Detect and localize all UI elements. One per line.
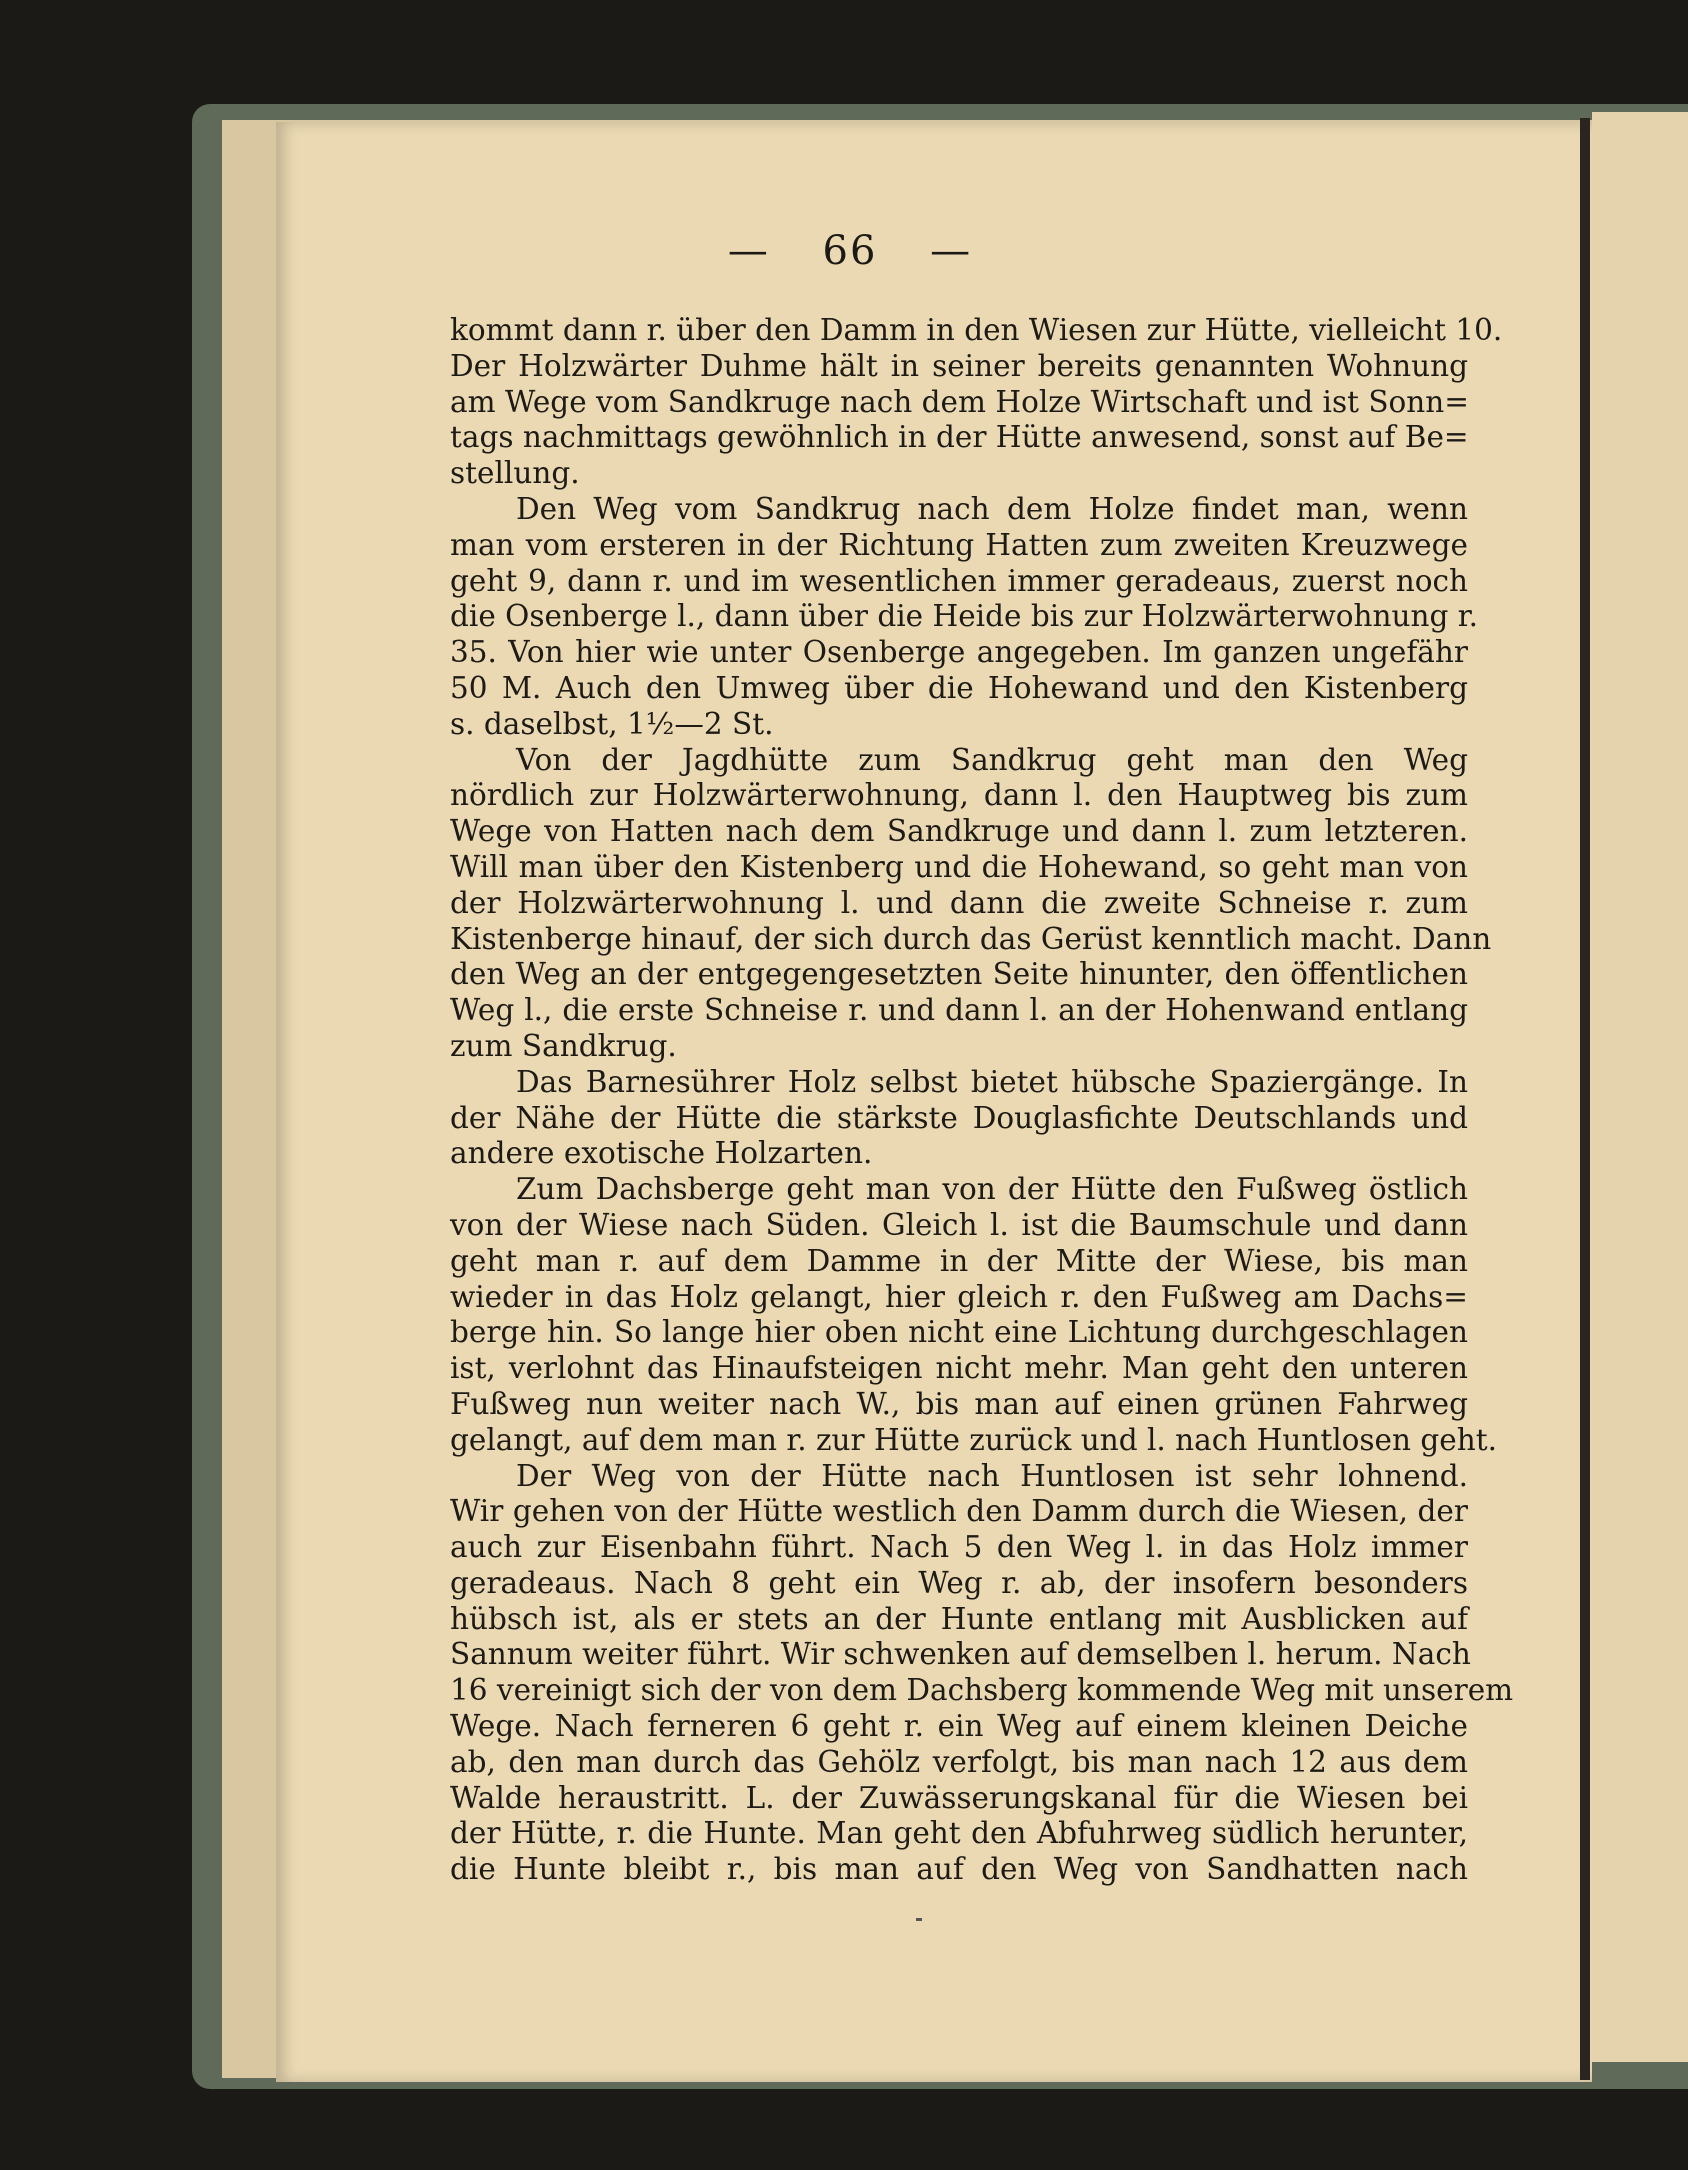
- text-line: am Wege vom Sandkruge nach dem Holze Wirtschaft und ist Sonn=: [450, 384, 1470, 419]
- text-line: Von der Jagdhütte zum Sandkrug geht man den Weg: [516, 742, 1468, 777]
- text-line: die Osenberge l., dann über die Heide bis zur Holzwärterwohnung r.: [450, 599, 1479, 634]
- text-line: Wir gehen von der Hütte westlich den Damm durch die Wiesen, der: [450, 1494, 1468, 1529]
- text-line: Zum Dachsberge geht man von der Hütte den Fußweg östlich: [516, 1172, 1468, 1207]
- text-line: Fußweg nun weiter nach W., bis man auf einen grünen Fahrweg: [450, 1386, 1468, 1421]
- header-dash-right: —: [930, 228, 973, 274]
- text-line: der Holzwärterwohnung l. und dann die zweite Schneise r. zum: [450, 885, 1468, 920]
- text-line: auch zur Eisenbahn führt. Nach 5 den Weg l. in das Holz immer: [450, 1530, 1468, 1565]
- page-number: 66: [822, 228, 878, 274]
- text-line: der Hütte, r. die Hunte. Man geht den Abfuhrweg südlich herunter,: [450, 1816, 1468, 1851]
- text-line: Will man über den Kistenberg und die Hohewand, so geht man von: [450, 849, 1468, 884]
- text-line: zum Sandkrug.: [450, 1028, 677, 1063]
- text-line: hübsch ist, als er stets an der Hunte entlang mit Ausblicken auf: [450, 1601, 1468, 1636]
- text-line: kommt dann r. über den Damm in den Wiesen zur Hütte, vielleicht 10.: [450, 313, 1503, 347]
- page-header: [450, 228, 1250, 278]
- body-text: [450, 313, 1514, 1888]
- text-line: 16 vereinigt sich der von dem Dachsberg kommende Weg mit unserem: [450, 1673, 1514, 1708]
- text-line: Der Weg von der Hütte nach Huntlosen ist sehr lohnend.: [516, 1458, 1468, 1493]
- header-dash-left: —: [727, 228, 770, 274]
- text-line: 50 M. Auch den Umweg über die Hohewand und den Kistenberg: [450, 670, 1468, 705]
- text-line: Sannum weiter führt. Wir schwenken auf demselben l. herum. Nach: [450, 1637, 1471, 1672]
- text-line: ab, den man durch das Gehölz verfolgt, bis man nach 12 aus dem: [450, 1744, 1468, 1779]
- text-line: geht man r. auf dem Damme in der Mitte der Wiese, bis man: [450, 1243, 1468, 1278]
- text-line: geradeaus. Nach 8 geht ein Weg r. ab, der insofern besonders: [450, 1565, 1468, 1600]
- text-line: gelangt, auf dem man r. zur Hütte zurück und l. nach Huntlosen geht.: [450, 1422, 1497, 1457]
- text-line: nördlich zur Holzwärterwohnung, dann l. den Hauptweg bis zum: [450, 778, 1468, 813]
- text-line: Wege von Hatten nach dem Sandkruge und dann l. zum letzteren.: [450, 814, 1468, 849]
- text-line: Weg l., die erste Schneise r. und dann l. an der Hohenwand entlang: [450, 993, 1468, 1028]
- text-line: tags nachmittags gewöhnlich in der Hütte anwesend, sonst auf Be=: [450, 420, 1469, 455]
- text-line: Das Barnesührer Holz selbst bietet hübsche Spaziergänge. In: [516, 1064, 1468, 1099]
- text-line: die Hunte bleibt r., bis man auf den Weg von Sandhatten nach: [450, 1852, 1468, 1887]
- text-line: Den Weg vom Sandkrug nach dem Holze findet man, wenn: [516, 491, 1468, 526]
- text-line: man vom ersteren in der Richtung Hatten zum zweiten Kreuzwege: [450, 527, 1468, 562]
- book-gutter: [1580, 118, 1590, 2080]
- text-line: stellung.: [450, 456, 580, 491]
- text-line: geht 9, dann r. und im wesentlichen immer geradeaus, zuerst noch: [450, 563, 1468, 598]
- text-line: s. daselbst, 1½—2 St.: [450, 706, 774, 741]
- text-line: Kistenberge hinauf, der sich durch das Gerüst kenntlich macht. Dann: [450, 921, 1492, 956]
- text-line: ist, verlohnt das Hinaufsteigen nicht mehr. Man geht den unteren: [450, 1351, 1468, 1386]
- text-line: von der Wiese nach Süden. Gleich l. ist die Baumschule und dann: [450, 1207, 1468, 1242]
- text-line: den Weg an der entgegengesetzten Seite hinunter, den öffentlichen: [450, 957, 1468, 992]
- text-line: Wege. Nach ferneren 6 geht r. ein Weg auf einem kleinen Deiche: [450, 1709, 1468, 1744]
- text-line: berge hin. So lange hier oben nicht eine Lichtung durchgeschlagen: [450, 1315, 1468, 1350]
- text-line: Walde heraustritt. L. der Zuwässerungskanal für die Wiesen bei: [450, 1780, 1468, 1815]
- text-line: der Nähe der Hütte die stärkste Douglasfichte Deutschlands und: [450, 1100, 1468, 1135]
- text-line: Der Holzwärter Duhme hält in seiner bereits genannten Wohnung: [450, 348, 1468, 383]
- facing-page-edge: [1592, 112, 1688, 2062]
- text-line: andere exotische Holzarten.: [450, 1136, 873, 1171]
- text-line: wieder in das Holz gelangt, hier gleich r. den Fußweg am Dachs=: [450, 1279, 1468, 1314]
- print-mark: [916, 1918, 922, 1921]
- text-line: 35. Von hier wie unter Osenberge angegeben. Im ganzen ungefähr: [450, 635, 1468, 670]
